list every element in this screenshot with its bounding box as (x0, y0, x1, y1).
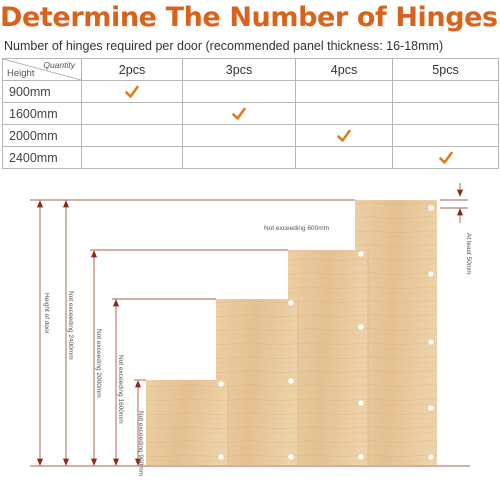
table-cell (183, 147, 296, 169)
diagram-drawing (0, 183, 500, 490)
table-cell (296, 147, 393, 169)
table-cell (82, 81, 183, 103)
table-cell (393, 147, 499, 169)
table-row (3, 103, 499, 125)
page-subtitle: Number of hinges required per door (recommended panel thickness: 16-18mm) (4, 39, 444, 53)
table-cell (296, 81, 393, 103)
checkmark-icon (125, 85, 139, 99)
door-panel-900 (146, 380, 228, 465)
table-cell (296, 103, 393, 125)
column-header-5pcs: 5pcs (393, 59, 499, 81)
corner-quantity-label: Quantity (43, 60, 75, 70)
column-header-2pcs: 2pcs (82, 59, 183, 81)
table-row (3, 81, 499, 103)
row-header-2400mm: 2400mm (3, 147, 82, 169)
checkmark-icon (232, 107, 246, 121)
table-cell (82, 147, 183, 169)
table-header-row (3, 59, 499, 81)
table-cell (82, 125, 183, 147)
table-cell (183, 81, 296, 103)
table-cell (82, 103, 183, 125)
door-panel-2000 (288, 250, 368, 465)
hinge-placement-diagram (0, 183, 500, 490)
hinge-table (2, 58, 499, 169)
table-cell (296, 125, 393, 147)
height-of-door-label: Height of door (43, 293, 50, 334)
not-exceeding-600-label: Not exceeding 600mm (264, 225, 330, 232)
table-cell (183, 103, 296, 125)
page-title: Determine The Number of Hinges (0, 2, 498, 33)
row-header-2000mm: 2000mm (3, 125, 82, 147)
table-row (3, 147, 499, 169)
table-cell (393, 125, 499, 147)
checkmark-icon (439, 151, 453, 165)
corner-height-label: Height (7, 68, 35, 79)
column-header-3pcs: 3pcs (183, 59, 296, 81)
not-exceeding-2000-label: Not exceeding 2000mm (95, 329, 102, 398)
table-cell (183, 125, 296, 147)
table-cell (393, 81, 499, 103)
row-header-900mm: 900mm (3, 81, 82, 103)
table-cell (393, 103, 499, 125)
column-header-4pcs: 4pcs (296, 59, 393, 81)
at-least-50-label: At least 50mm (465, 233, 472, 275)
not-exceeding-900-label: Not exceeding 900mm (137, 411, 144, 477)
table-corner-cell (3, 59, 82, 81)
not-exceeding-1600-label: Not exceeding 1600mm (117, 355, 124, 424)
row-header-1600mm: 1600mm (3, 103, 82, 125)
table-row (3, 125, 499, 147)
not-exceeding-2400-label: Not exceeding 2400mm (67, 291, 74, 360)
checkmark-icon (337, 129, 351, 143)
